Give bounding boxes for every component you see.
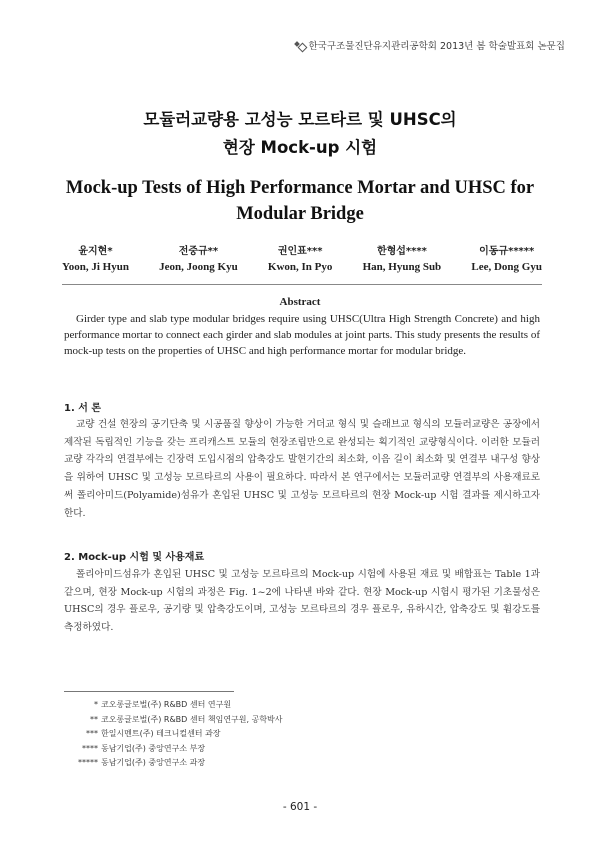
author-3	[268, 243, 333, 275]
section-body-mockup: 폴리아미드섬유가 혼입된 UHSC 및 고성능 모르타르의 Mock-up 시험에 사용된 재료 및 배합표는 Table 1과 같으며, 현장 Mock-up 시험의 과정은 Fig. 1~2에 나타낸 바와 같다. 현장 Mock-up 시험시 평가된 기초물성은 UHSC의 경우 플로우, 공기량 및 압축강도이며, 고성능 모르타르의 경우 플로우, 유하시간, 압축강도 및 휨강도를 측정하였다.	[64, 569, 540, 634]
korean-title-line2: 현장 Mock-up 시험	[222, 138, 378, 157]
author-english-name: Kwon, In Pyo	[267, 261, 333, 273]
korean-title-line1: 모듈러교량용 고성능 모르타르 및 UHSC의	[143, 110, 457, 129]
english-title-line2: Modular Bridge	[236, 204, 364, 224]
footnote-item	[64, 756, 364, 771]
footnote-text: 동남기업(주) 중앙연구소 부장	[101, 743, 206, 753]
footnote-mark: **	[90, 714, 98, 724]
korean-title	[0, 106, 600, 162]
author-1	[62, 243, 129, 275]
footnote-mark: ****	[82, 743, 98, 753]
author-english-name: Lee, Dong Gyu	[471, 261, 542, 273]
author-list	[62, 243, 542, 275]
footnote-text: 동남기업(주) 중앙연구소 과장	[101, 758, 206, 767]
footnote-item	[64, 698, 364, 713]
author-5	[471, 243, 542, 275]
abstract-text: Girder type and slab type modular bridges require using UHSC(Ultra High Strength Concrete) and high performance mortar to connect each girder and slab modules at joint parts. This study presents the results of mock-up tests on the properties of UHSC and high performance mortar for modular bridge.	[64, 313, 540, 357]
author-divider	[62, 284, 542, 285]
section-heading-introduction: 1. 서 론	[64, 403, 102, 414]
footnote-item	[64, 727, 364, 742]
author-english-name: Han, Hyung Sub	[362, 261, 442, 273]
author-korean-name: 이동규*****	[479, 246, 535, 257]
footnote-item	[64, 713, 364, 728]
english-title-line1: Mock-up Tests of High Performance Mortar and UHSC for	[65, 178, 535, 198]
footnote-item	[64, 742, 364, 757]
footnote-text: 코오롱글로벌(주) R&BD 센터 책임연구원, 공학박사	[101, 714, 283, 724]
page-number: - 601 -	[282, 801, 318, 813]
section-body-introduction: 교량 건설 현장의 공기단축 및 시공품질 향상이 가능한 거더교 형식 및 슬래브교 형식의 모듈러교량은 공장에서 제작된 독립적인 기능을 갖는 프리캐스트 모듈의 현장조립만으로 완성되는 획기적인 교량형식이다. 이러한 모듈러교량 각각의 연결부에는 긴장력 도입시점의 압축강도 발현기간의 최소화, 이음 길이 최소화 및 연결부 내구성 향상을 위하여 UHSC 및 고성능 모르타르의 사용이 필요하다. 따라서 본 연구에서는 모듈러교량 연결부의 사용재료로써 폴리아미드(Polyamide)섬유가 혼입된 UHSC 및 고성능 모르타르의 현장 Mock-up 시험 결과를 제시하고자 한다.	[64, 419, 540, 519]
author-english-name: Jeon, Joong Kyu	[159, 261, 238, 273]
author-korean-name: 권인표***	[277, 246, 323, 257]
footnote-text: 한일시멘트(주) 테크니컬센터 과장	[101, 729, 221, 738]
conference-name: 한국구조물진단유지관리공학회 2013년 봄 학술발표회 논문집	[308, 41, 565, 52]
footnote-mark: *****	[78, 758, 98, 767]
abstract-heading: Abstract	[279, 296, 321, 308]
footnote-list	[64, 698, 364, 771]
footnote-mark: ***	[86, 729, 98, 738]
author-korean-name: 한형섭****	[376, 246, 427, 257]
conference-header	[295, 38, 565, 52]
author-english-name: Yoon, Ji Hyun	[62, 261, 129, 273]
author-korean-name: 전중규**	[178, 246, 219, 257]
author-2	[159, 243, 238, 275]
english-title	[0, 175, 600, 227]
author-korean-name: 윤지현*	[78, 246, 113, 257]
footnote-text: 코오롱글로벌(주) R&BD 센터 연구원	[101, 700, 232, 709]
section-heading-mockup: 2. Mock-up 시험 및 사용재료	[64, 552, 205, 563]
diamond-bullet-icon	[295, 40, 305, 50]
author-4	[363, 243, 442, 275]
footnote-divider	[64, 691, 234, 692]
footnote-mark: *	[94, 700, 98, 709]
